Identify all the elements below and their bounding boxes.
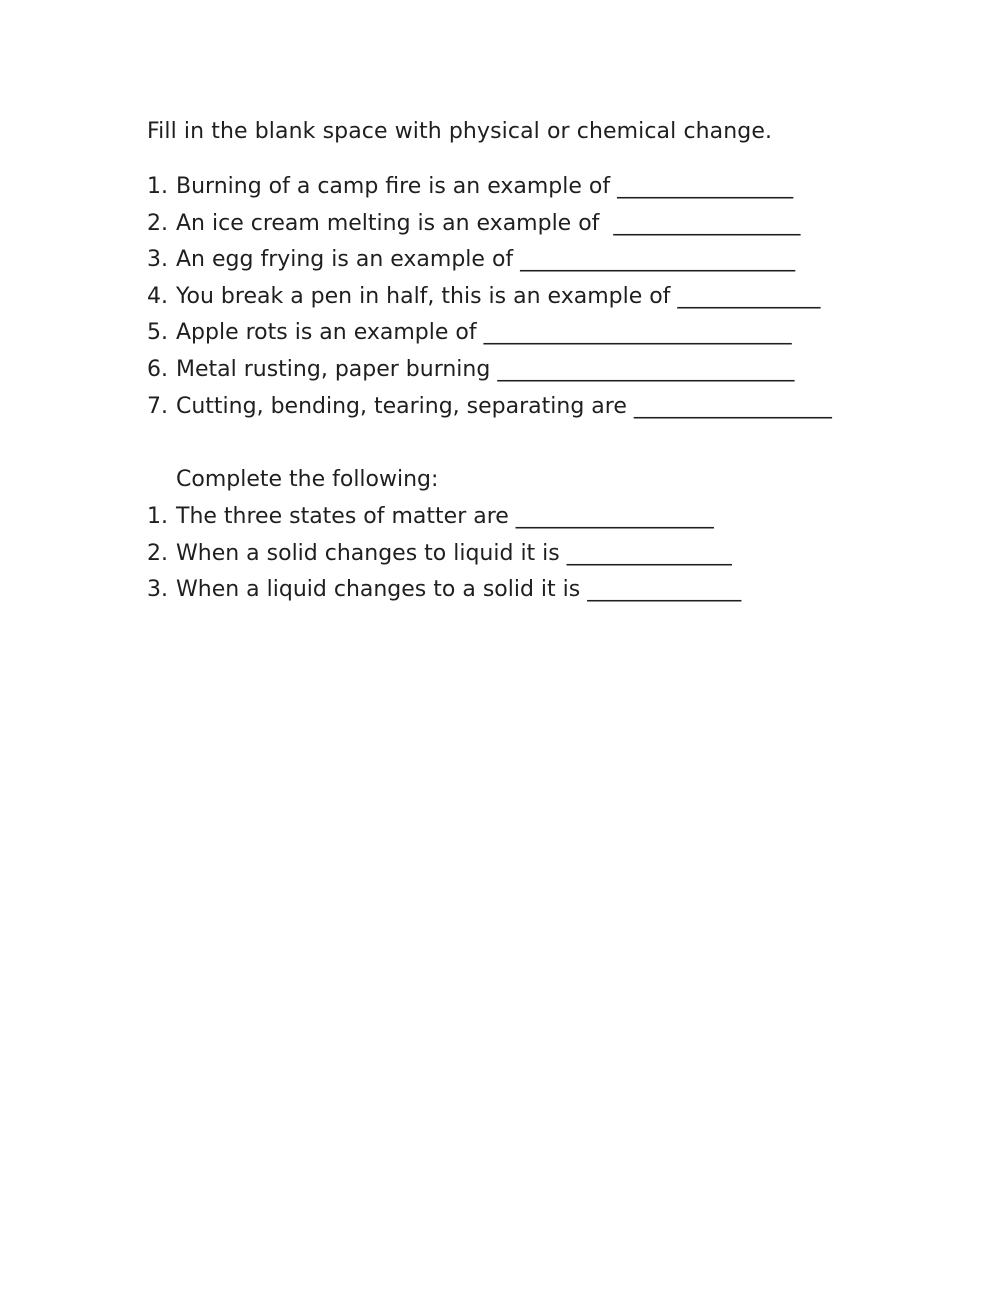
question-text: When a solid changes to liquid it is _______________ bbox=[176, 540, 732, 566]
question-text: When a liquid changes to a solid it is ______________ bbox=[176, 577, 742, 603]
section-heading: Complete the following: bbox=[176, 467, 439, 492]
question-item bbox=[147, 574, 742, 611]
question-number: 2. bbox=[147, 540, 168, 566]
question-item bbox=[147, 281, 821, 318]
question-text: An egg frying is an example of _________________________ bbox=[176, 247, 796, 273]
question-text: Burning of a camp fire is an example of ________________ bbox=[176, 174, 794, 199]
question-number: 5. bbox=[147, 320, 168, 346]
question-number: 1. bbox=[147, 504, 168, 529]
question-item bbox=[147, 354, 795, 391]
instruction-text: Fill in the blank space with physical or chemical change. bbox=[147, 119, 773, 144]
question-text: Metal rusting, paper burning ___________________________ bbox=[176, 356, 795, 382]
question-number: 6. bbox=[147, 356, 168, 382]
question-number: 7. bbox=[147, 393, 168, 419]
states-of-matter-question-list bbox=[147, 501, 742, 611]
question-item bbox=[147, 538, 732, 575]
question-item bbox=[147, 171, 794, 208]
question-text: An ice cream melting is an example of _________________ bbox=[176, 210, 801, 236]
question-item bbox=[147, 317, 792, 354]
question-number: 1. bbox=[147, 174, 168, 199]
question-item bbox=[147, 501, 714, 538]
question-text: Cutting, bending, tearing, separating are __________________ bbox=[176, 393, 832, 419]
question-text: You break a pen in half, this is an example of _____________ bbox=[176, 283, 821, 309]
question-number: 3. bbox=[147, 247, 168, 273]
question-item bbox=[147, 391, 832, 428]
question-number: 3. bbox=[147, 577, 168, 603]
question-number: 4. bbox=[147, 283, 168, 309]
question-text: The three states of matter are __________________ bbox=[176, 504, 714, 529]
question-number: 2. bbox=[147, 210, 168, 236]
question-text: Apple rots is an example of ____________________________ bbox=[176, 320, 792, 346]
physical-chemical-question-list bbox=[147, 171, 832, 427]
question-item bbox=[147, 208, 801, 245]
question-item bbox=[147, 244, 796, 281]
